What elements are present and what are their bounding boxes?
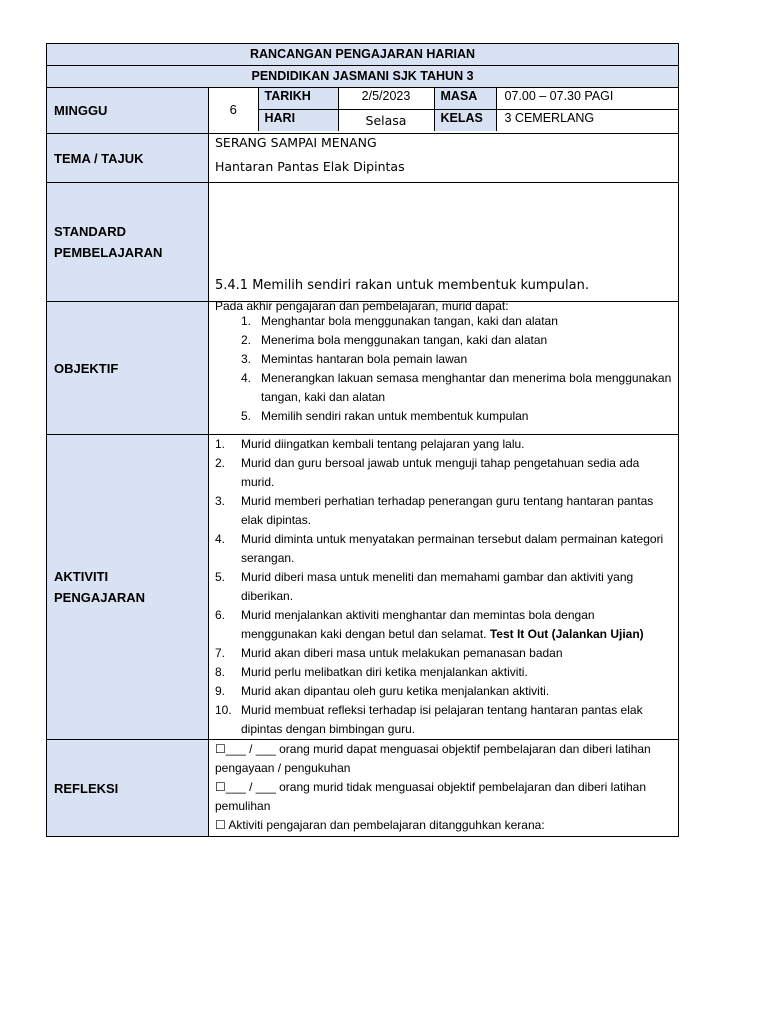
list-item-number: 10. bbox=[215, 703, 232, 717]
list-item bbox=[215, 568, 672, 606]
list-item-number: 7. bbox=[215, 646, 226, 660]
list-item bbox=[215, 682, 672, 701]
objektif-list bbox=[215, 312, 672, 426]
list-item-text bbox=[261, 407, 528, 426]
standard-label-line1: STANDARD bbox=[54, 224, 126, 239]
aktiviti-list bbox=[215, 435, 672, 739]
standard-label-line2: PEMBELAJARAN bbox=[54, 245, 163, 260]
refleksi-line-1: ☐___ / ___ orang murid dapat menguasai objektif pembelajaran dan diberi latihan pengayaan / pengukuhan bbox=[215, 742, 651, 775]
list-item-body: Murid menjalankan aktiviti menghantar dan memintas bola dengan menggunakan kaki dengan betul dan selamat. bbox=[241, 608, 595, 641]
list-item-emphasis: Test It Out (Jalankan Ujian) bbox=[489, 627, 644, 641]
list-item bbox=[215, 663, 672, 682]
list-item-text bbox=[241, 663, 528, 682]
hari-label: HARI bbox=[258, 110, 338, 132]
info-cell bbox=[209, 88, 679, 134]
list-item bbox=[215, 492, 672, 530]
lesson-plan-document bbox=[46, 43, 678, 837]
list-item bbox=[215, 454, 672, 492]
list-item-body: Menerangkan lakuan semasa menghantar dan menerima bola menggunakan tangan, kaki dan alatan bbox=[261, 371, 672, 404]
list-item-text bbox=[241, 568, 672, 606]
list-item bbox=[215, 530, 672, 568]
objektif-label: OBJEKTIF bbox=[47, 302, 209, 435]
tema-cell bbox=[209, 134, 679, 183]
list-item-number: 9. bbox=[215, 684, 226, 698]
refleksi-line-2: ☐___ / ___ orang murid tidak menguasai objektif pembelajaran dan diberi latihan pemulihan bbox=[215, 780, 647, 813]
list-item-body: Murid memberi perhatian terhadap penerangan guru tentang hantaran pantas elak dipintas. bbox=[241, 494, 654, 527]
list-item bbox=[215, 407, 672, 426]
refleksi-line-3: ☐ Aktiviti pengajaran dan pembelajaran ditangguhkan kerana: bbox=[215, 818, 545, 832]
list-item-body: Menerima bola menggunakan tangan, kaki dan alatan bbox=[261, 333, 548, 347]
list-item bbox=[215, 331, 672, 350]
tarikh-value: 2/5/2023 bbox=[338, 88, 434, 110]
list-item-body: Murid membuat refleksi terhadap isi pelajaran tentang hantaran pantas elak dipintas dengan bimbingan guru. bbox=[241, 703, 643, 736]
list-item-number: 1. bbox=[215, 437, 226, 451]
list-item-text bbox=[261, 312, 558, 331]
list-item-number: 8. bbox=[215, 665, 226, 679]
list-item-body: Murid diberi masa untuk meneliti dan memahami gambar dan aktiviti yang diberikan. bbox=[241, 570, 634, 603]
list-item-body: Murid akan dipantau oleh guru ketika menjalankan aktiviti. bbox=[241, 684, 550, 698]
list-item-body: Murid dan guru bersoal jawab untuk menguji tahap pengetahuan sedia ada murid. bbox=[241, 456, 640, 489]
tema-topic: SERANG SAMPAI MENANG bbox=[215, 135, 377, 150]
aktiviti-label-line1: AKTIVITI bbox=[54, 569, 109, 584]
masa-label: MASA bbox=[434, 88, 496, 110]
list-item-body: Memilih sendiri rakan untuk membentuk kumpulan bbox=[261, 409, 529, 423]
standard-label bbox=[47, 183, 209, 302]
kelas-value: 3 CEMERLANG bbox=[496, 110, 679, 132]
list-item bbox=[215, 701, 672, 739]
hari-value: Selasa bbox=[338, 110, 434, 132]
list-item-text bbox=[241, 530, 672, 568]
list-item-body: Murid diingatkan kembali tentang pelajaran yang lalu. bbox=[241, 437, 525, 451]
list-item-number: 5. bbox=[215, 570, 226, 584]
minggu-value: 6 bbox=[209, 88, 258, 131]
list-item bbox=[215, 350, 672, 369]
list-item-number: 4. bbox=[215, 532, 226, 546]
info-subtable bbox=[209, 88, 679, 131]
list-item-text bbox=[241, 454, 672, 492]
list-item-body: Memintas hantaran bola pemain lawan bbox=[261, 352, 468, 366]
list-item-text bbox=[241, 701, 672, 739]
standard-text: 5.4.1 Memilih sendiri rakan untuk membentuk kumpulan. bbox=[209, 183, 679, 302]
list-item-text bbox=[241, 606, 672, 644]
tema-label: TEMA / TAJUK bbox=[47, 134, 209, 183]
refleksi-label: REFLEKSI bbox=[47, 740, 209, 837]
list-item-number: 2. bbox=[240, 333, 251, 347]
list-item-number: 3. bbox=[240, 352, 251, 366]
list-item-number: 1. bbox=[240, 314, 251, 328]
list-item-body: Murid diminta untuk menyatakan permainan tersebut dalam permainan kategori serangan. bbox=[241, 532, 664, 565]
aktiviti-label-line2: PENGAJARAN bbox=[54, 590, 146, 605]
tarikh-label: TARIKH bbox=[258, 88, 338, 110]
list-item-number: 3. bbox=[215, 494, 226, 508]
objektif-cell bbox=[209, 299, 679, 435]
list-item-text bbox=[241, 644, 563, 663]
tema-subtopic: Hantaran Pantas Elak Dipintas bbox=[215, 159, 405, 174]
list-item-number: 5. bbox=[240, 409, 251, 423]
list-item-text bbox=[261, 350, 467, 369]
list-item-number: 6. bbox=[215, 608, 226, 622]
list-item-body: Murid perlu melibatkan diri ketika menjalankan aktiviti. bbox=[241, 665, 528, 679]
list-item-body: Murid akan diberi masa untuk melakukan pemanasan badan bbox=[241, 646, 563, 660]
list-item-text bbox=[261, 369, 672, 407]
document-subtitle: PENDIDIKAN JASMANI SJK TAHUN 3 bbox=[47, 66, 679, 88]
list-item bbox=[215, 369, 672, 407]
objektif-intro: Pada akhir pengajaran dan pembelajaran, murid dapat: bbox=[215, 299, 509, 313]
refleksi-cell bbox=[209, 740, 679, 837]
list-item-body: Menghantar bola menggunakan tangan, kaki dan alatan bbox=[261, 314, 558, 328]
kelas-label: KELAS bbox=[434, 110, 496, 132]
minggu-label: MINGGU bbox=[47, 88, 209, 134]
aktiviti-cell bbox=[209, 435, 679, 740]
masa-value: 07.00 – 07.30 PAGI bbox=[496, 88, 679, 110]
list-item-text bbox=[241, 682, 549, 701]
aktiviti-label bbox=[47, 435, 209, 740]
list-item bbox=[215, 312, 672, 331]
list-item bbox=[215, 644, 672, 663]
list-item-number: 2. bbox=[215, 456, 226, 470]
lesson-plan-table bbox=[46, 43, 679, 837]
list-item-text bbox=[241, 435, 525, 454]
list-item bbox=[215, 435, 672, 454]
list-item-number: 4. bbox=[240, 371, 251, 385]
list-item bbox=[215, 606, 672, 644]
list-item-text bbox=[261, 331, 547, 350]
document-title: RANCANGAN PENGAJARAN HARIAN bbox=[47, 44, 679, 66]
list-item-text bbox=[241, 492, 672, 530]
